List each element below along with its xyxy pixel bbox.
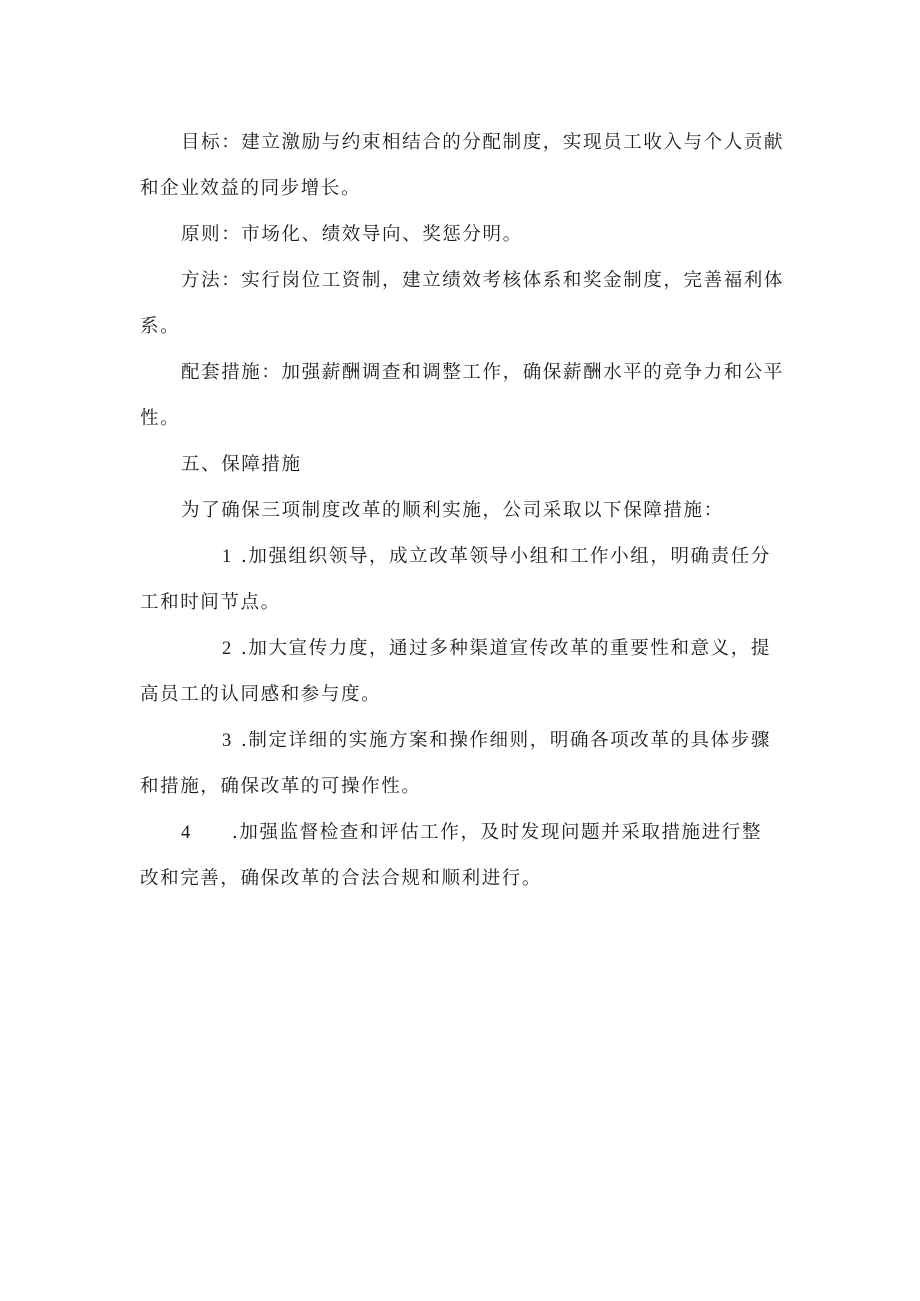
list-item-text: .加强组织领导，成立改革领导小组和工作小组，明确责任分工和时间节点。 [140, 546, 771, 613]
paragraph-intro: 为了确保三项制度改革的顺利实施，公司采取以下保障措施： [181, 500, 724, 521]
list-item [140, 626, 785, 718]
list-item-text-continued: 改和完善，确保改革的合法合规和顺利进行。 [140, 868, 543, 889]
list-item [140, 718, 785, 810]
paragraph-method: 方法：实行岗位工资制，建立绩效考核体系和奖金制度，完善福利体系。 [140, 270, 785, 337]
list-item-number: 1 [222, 547, 233, 567]
document-body [140, 120, 785, 902]
section-heading: 五、保障措施 [181, 454, 302, 475]
paragraph-principle: 原则：市场化、绩效导向、奖惩分明。 [181, 224, 523, 245]
paragraph-supporting-measures: 配套措施：加强薪酬调查和调整工作，确保薪酬水平的竞争力和公平性。 [140, 362, 785, 429]
paragraph-goal: 目标：建立激励与约束相结合的分配制度，实现员工收入与个人贡献和企业效益的同步增长。 [140, 132, 785, 199]
list-item-line [140, 810, 785, 856]
list-item-number: 3 [222, 731, 233, 751]
list-item-text: .加强监督检查和评估工作，及时发现问题并采取措施进行整 [231, 822, 762, 843]
list-item [140, 810, 785, 902]
list-item-text: .制定详细的实施方案和操作细则，明确各项改革的具体步骤和措施，确保改革的可操作性。 [140, 730, 771, 797]
list-item-number: 4 [181, 823, 192, 843]
list-item-number: 2 [222, 639, 233, 659]
list-item [140, 534, 785, 626]
list-item-text: .加大宣传力度，通过多种渠道宣传改革的重要性和意义，提高员工的认同感和参与度。 [140, 638, 771, 705]
